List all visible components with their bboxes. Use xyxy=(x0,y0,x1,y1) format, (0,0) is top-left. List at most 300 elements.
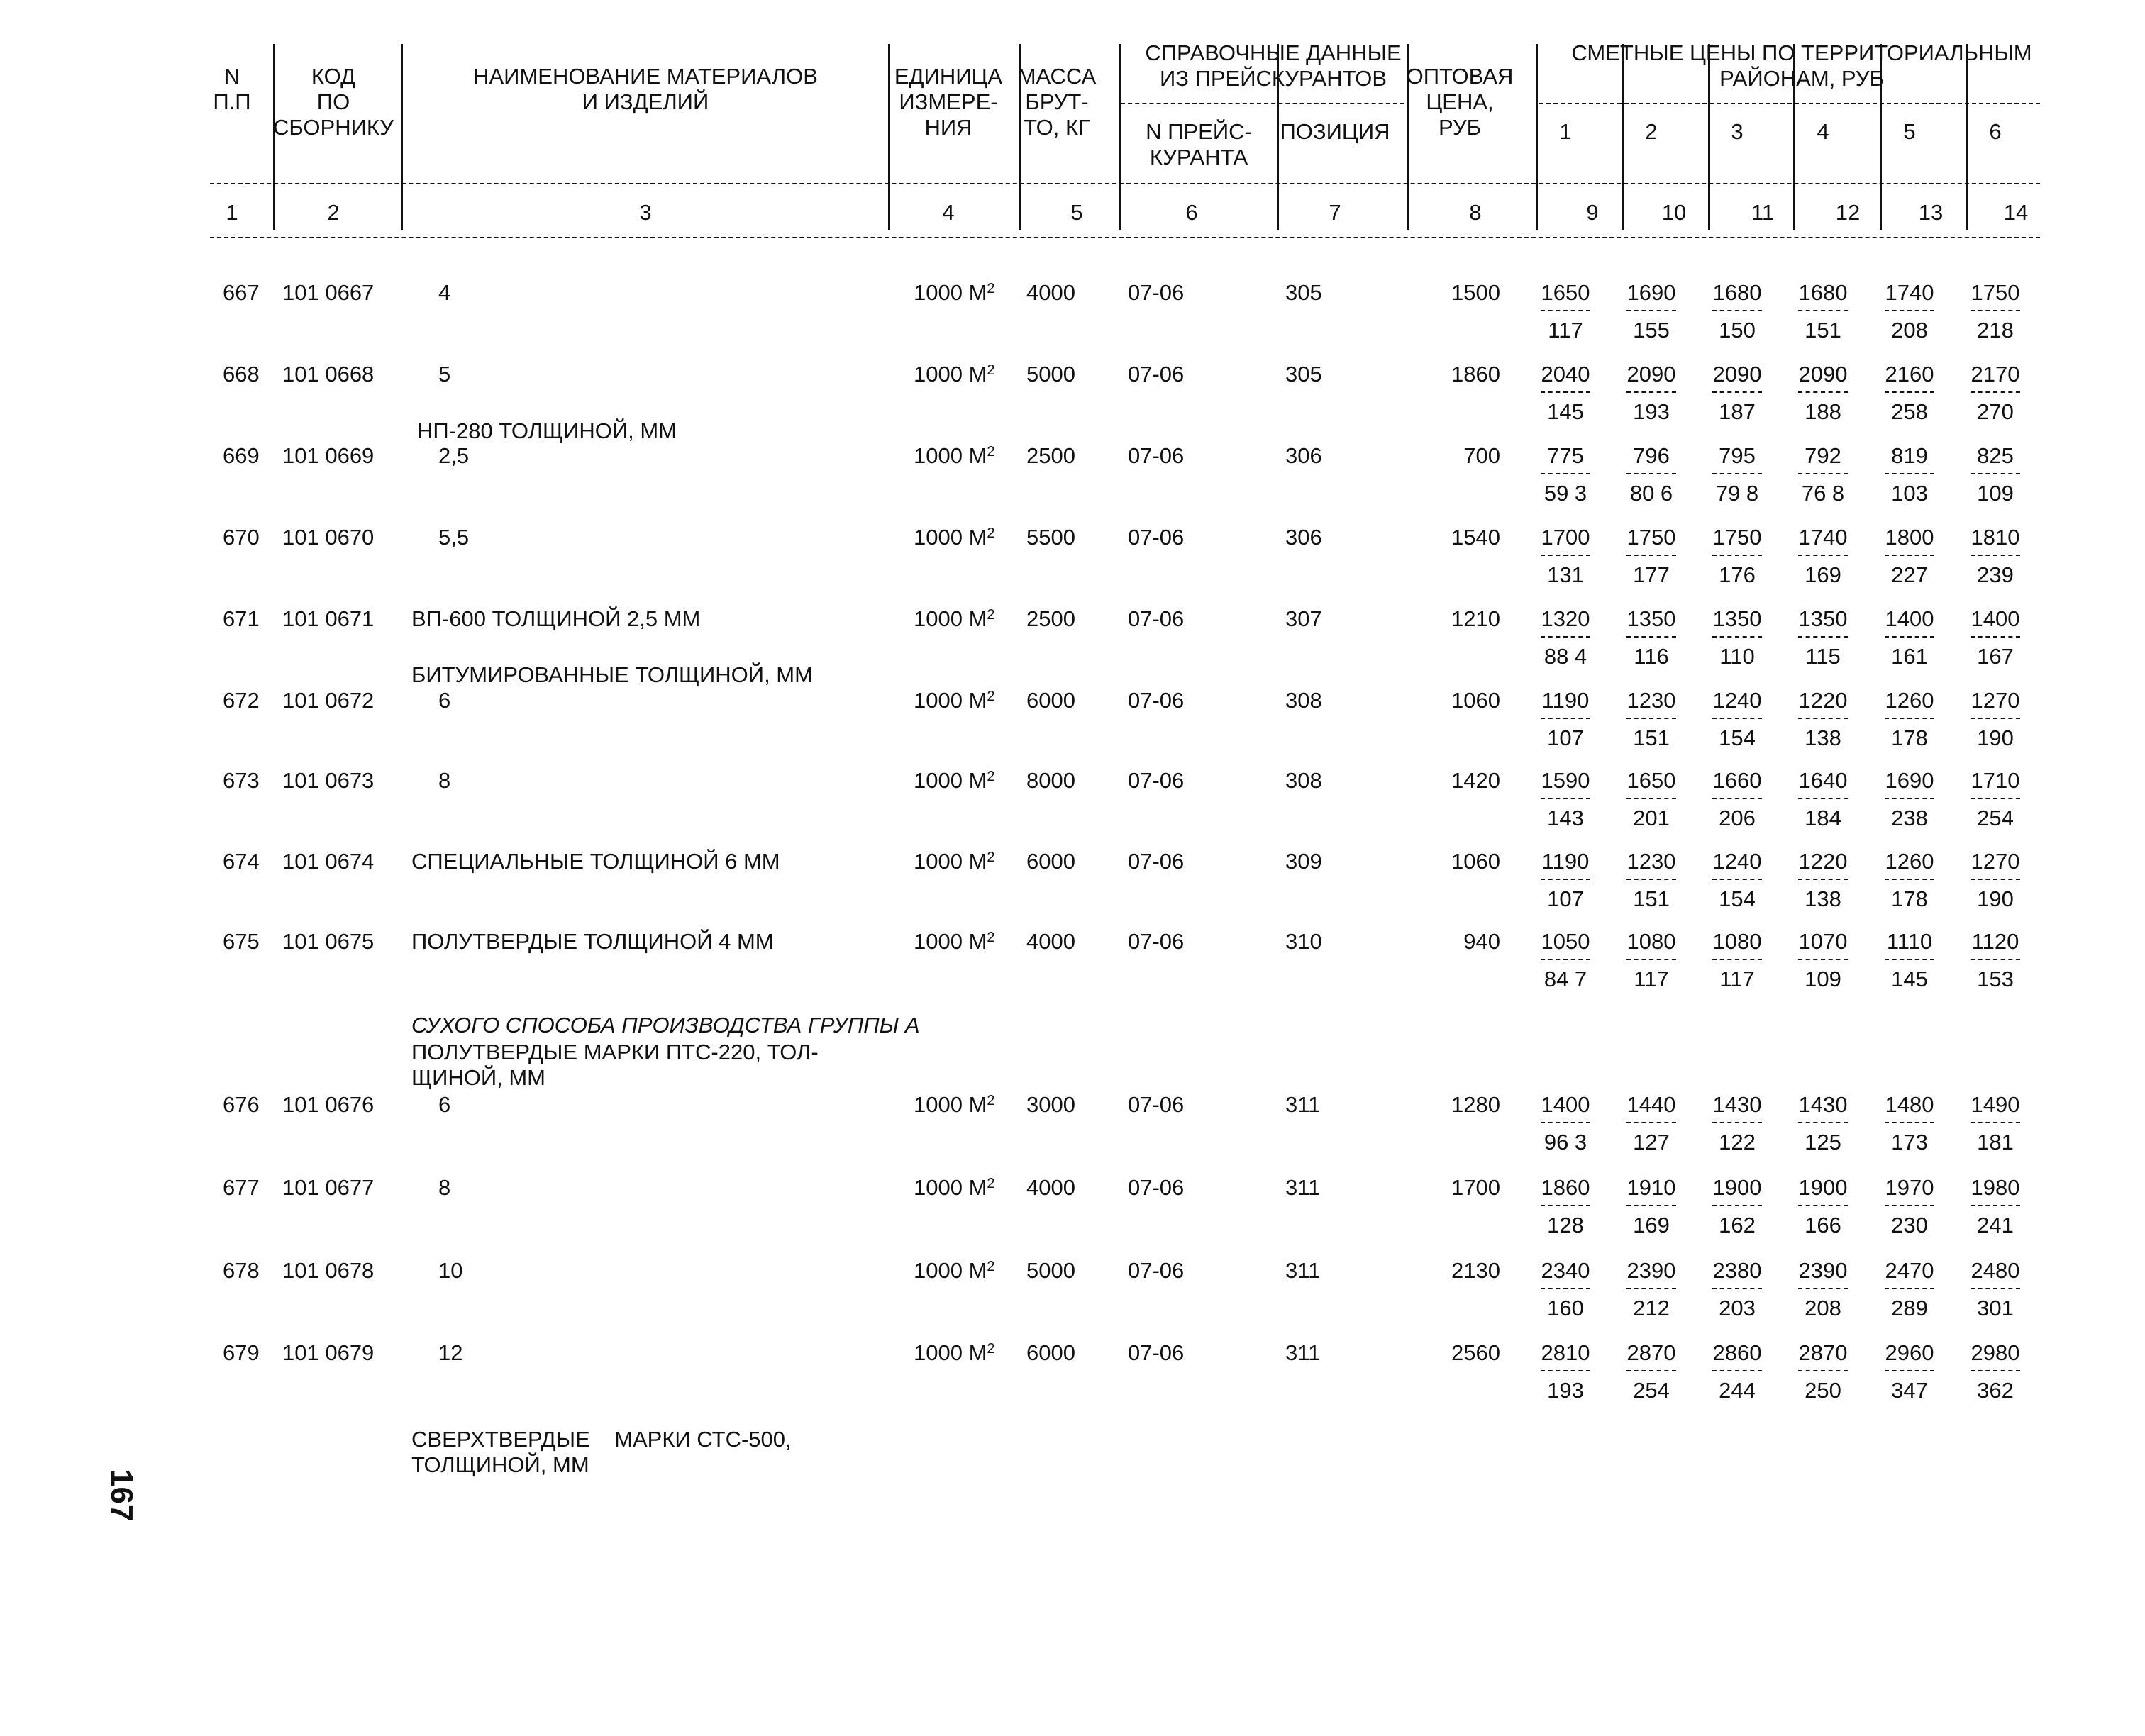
row-wholesale-price: 1210 xyxy=(1451,606,1500,631)
region-price-5 xyxy=(1879,1175,1940,1238)
header-rule-bottom xyxy=(210,237,2040,238)
region-price-value: 1910 xyxy=(1626,1175,1676,1200)
region-transport-value: 115 xyxy=(1805,644,1841,669)
region-price-value: 1660 xyxy=(1712,768,1762,793)
region-price-6 xyxy=(1965,849,2026,912)
region-price-2 xyxy=(1621,525,1682,588)
fraction-divider xyxy=(1712,1205,1762,1208)
row-unit-power: 2 xyxy=(987,444,995,460)
region-transport-value: 151 xyxy=(1805,318,1841,343)
subheading-dry-method: СУХОГО СПОСОБА ПРОИЗВОДСТВА ГРУППЫ А xyxy=(411,1013,920,1037)
header-col-wholesale: ОПТОВАЯ ЦЕНА, РУБ xyxy=(1406,64,1514,140)
fraction-divider xyxy=(1712,555,1762,558)
row-position: 310 xyxy=(1285,929,1322,954)
header-column-divider xyxy=(1880,44,1882,230)
row-wholesale-price: 1540 xyxy=(1451,525,1500,550)
header-region-4: 4 xyxy=(1817,119,1829,144)
region-transport-value: 128 xyxy=(1547,1213,1584,1237)
region-price-4 xyxy=(1792,362,1853,425)
region-price-value: 1240 xyxy=(1712,688,1762,713)
row-unit xyxy=(914,606,995,632)
region-price-value: 2340 xyxy=(1541,1258,1590,1283)
region-price-value: 1400 xyxy=(1971,606,2020,631)
fraction-divider xyxy=(1885,959,1934,962)
header-column-divider xyxy=(1708,44,1710,230)
row-unit xyxy=(914,1340,995,1366)
header-region-5: 5 xyxy=(1903,119,1916,144)
row-code: 101 0678 xyxy=(282,1258,375,1283)
region-transport-value: 188 xyxy=(1805,399,1841,424)
region-transport-value: 193 xyxy=(1633,399,1670,424)
column-number-11: 11 xyxy=(1751,200,1775,225)
fraction-divider xyxy=(1626,1122,1676,1125)
region-price-3 xyxy=(1707,1258,1768,1321)
row-unit-base: 1000 М xyxy=(914,1092,987,1117)
fraction-divider xyxy=(1626,1205,1676,1208)
region-price-5 xyxy=(1879,768,1940,831)
region-price-4 xyxy=(1792,1092,1853,1155)
region-transport-value: 145 xyxy=(1891,967,1928,991)
fraction-divider xyxy=(1971,636,2020,640)
row-unit xyxy=(914,443,995,469)
row-position: 311 xyxy=(1285,1340,1321,1365)
fraction-divider xyxy=(1541,555,1590,558)
region-transport-value: 96 3 xyxy=(1543,1130,1587,1154)
row-mass: 4000 xyxy=(1026,1175,1075,1200)
region-price-5 xyxy=(1879,443,1940,506)
row-pricelist: 07-06 xyxy=(1128,606,1185,631)
region-price-value: 2470 xyxy=(1885,1258,1934,1283)
region-transport-value: 212 xyxy=(1633,1296,1670,1320)
row-unit-power: 2 xyxy=(987,850,995,865)
region-price-4 xyxy=(1792,688,1853,751)
fraction-divider xyxy=(1626,1370,1676,1374)
region-price-6 xyxy=(1965,362,2026,425)
region-price-value: 2810 xyxy=(1541,1340,1590,1365)
fraction-divider xyxy=(1885,798,1934,801)
row-unit-power: 2 xyxy=(987,362,995,378)
fraction-divider xyxy=(1885,1288,1934,1291)
region-price-3 xyxy=(1707,443,1768,506)
region-price-value: 1270 xyxy=(1971,849,2020,874)
region-price-value: 1900 xyxy=(1798,1175,1848,1200)
row-unit-base: 1000 М xyxy=(914,606,987,631)
subheading-pts: ПОЛУТВЕРДЫЕ МАРКИ ПТС-220, ТОЛ- ЩИНОЙ, ММ xyxy=(411,1040,819,1090)
region-price-5 xyxy=(1879,606,1940,669)
row-number: 675 xyxy=(223,929,260,954)
region-price-4 xyxy=(1792,525,1853,588)
row-unit xyxy=(914,362,995,387)
region-transport-value: 125 xyxy=(1805,1130,1841,1154)
header-column-divider xyxy=(1536,44,1538,230)
header-column-divider xyxy=(1793,44,1795,230)
header-rule-top xyxy=(210,183,2040,184)
region-price-value: 1650 xyxy=(1541,280,1590,305)
fraction-divider xyxy=(1971,1205,2020,1208)
region-price-3 xyxy=(1707,929,1768,992)
region-price-value: 1650 xyxy=(1626,768,1676,793)
region-price-value: 1240 xyxy=(1712,849,1762,874)
region-price-value: 2090 xyxy=(1712,362,1762,386)
region-price-value: 1690 xyxy=(1885,768,1934,793)
region-transport-value: 254 xyxy=(1977,806,2014,830)
region-price-value: 1980 xyxy=(1971,1175,2020,1200)
region-price-value: 1110 xyxy=(1886,929,1933,954)
fraction-divider xyxy=(1885,391,1934,395)
region-price-4 xyxy=(1792,606,1853,669)
header-column-divider xyxy=(273,44,275,230)
region-price-value: 1810 xyxy=(1971,525,2020,550)
region-price-value: 1430 xyxy=(1798,1092,1848,1117)
region-price-5 xyxy=(1879,849,1940,912)
fraction-divider xyxy=(1885,1205,1934,1208)
row-mass: 6000 xyxy=(1026,849,1075,874)
region-price-value: 1260 xyxy=(1885,688,1934,713)
row-position: 306 xyxy=(1285,443,1322,468)
row-unit-base: 1000 М xyxy=(914,688,987,713)
region-transport-value: 153 xyxy=(1977,967,2014,991)
fraction-divider xyxy=(1626,310,1676,313)
row-number: 679 xyxy=(223,1340,260,1365)
region-price-value: 1900 xyxy=(1712,1175,1762,1200)
fraction-divider xyxy=(1971,718,2020,721)
row-unit-base: 1000 М xyxy=(914,1175,987,1200)
row-position: 308 xyxy=(1285,768,1322,793)
region-transport-value: 167 xyxy=(1977,644,2014,669)
region-price-value: 1740 xyxy=(1798,525,1848,550)
fraction-divider xyxy=(1541,310,1590,313)
row-unit-base: 1000 М xyxy=(914,525,987,550)
header-col-unit: ЕДИНИЦА ИЗМЕРЕ- НИЯ xyxy=(894,64,1003,140)
fraction-divider xyxy=(1626,473,1676,477)
fraction-divider xyxy=(1541,959,1590,962)
fraction-divider xyxy=(1626,879,1676,882)
region-price-4 xyxy=(1792,443,1853,506)
row-wholesale-price: 1500 xyxy=(1451,280,1500,305)
region-transport-value: 166 xyxy=(1805,1213,1841,1237)
row-unit-power: 2 xyxy=(987,1341,995,1357)
region-transport-value: 230 xyxy=(1891,1213,1928,1237)
row-name: 8 xyxy=(438,1175,451,1200)
region-transport-value: 117 xyxy=(1548,318,1583,343)
row-unit-power: 2 xyxy=(987,525,995,541)
region-price-6 xyxy=(1965,1340,2026,1403)
fraction-divider xyxy=(1798,1370,1848,1374)
fraction-divider xyxy=(1971,391,2020,395)
region-transport-value: 145 xyxy=(1547,399,1584,424)
fraction-divider xyxy=(1712,798,1762,801)
row-unit xyxy=(914,1092,995,1118)
region-transport-value: 80 6 xyxy=(1629,481,1673,506)
header-col-position: ПОЗИЦИЯ xyxy=(1280,119,1390,144)
region-price-value: 1590 xyxy=(1541,768,1590,793)
row-name: 10 xyxy=(438,1258,463,1283)
fraction-divider xyxy=(1541,473,1590,477)
region-price-value: 2390 xyxy=(1798,1258,1848,1283)
header-col-mass: МАССА БРУТ- ТО, КГ xyxy=(1017,64,1097,140)
fraction-divider xyxy=(1626,798,1676,801)
region-transport-value: 181 xyxy=(1977,1130,2014,1154)
row-unit-power: 2 xyxy=(987,1259,995,1274)
region-price-5 xyxy=(1879,1258,1940,1321)
row-name: ПОЛУТВЕРДЫЕ ТОЛЩИНОЙ 4 ММ xyxy=(411,929,774,954)
region-price-5 xyxy=(1879,1092,1940,1155)
fraction-divider xyxy=(1712,310,1762,313)
fraction-divider xyxy=(1712,959,1762,962)
region-transport-value: 59 3 xyxy=(1543,481,1587,506)
row-name: ВП-600 ТОЛЩИНОЙ 2,5 ММ xyxy=(411,606,701,631)
region-price-value: 1700 xyxy=(1541,525,1590,550)
region-price-value: 1260 xyxy=(1885,849,1934,874)
region-price-value: 792 xyxy=(1805,443,1841,468)
region-price-5 xyxy=(1879,280,1940,343)
row-pricelist: 07-06 xyxy=(1128,362,1185,386)
row-name: 4 xyxy=(438,280,451,305)
fraction-divider xyxy=(1971,798,2020,801)
row-wholesale-price: 1420 xyxy=(1451,768,1500,793)
fraction-divider xyxy=(1541,879,1590,882)
fraction-divider xyxy=(1798,1205,1848,1208)
row-wholesale-price: 1700 xyxy=(1451,1175,1500,1200)
fraction-divider xyxy=(1885,473,1934,477)
region-price-6 xyxy=(1965,1258,2026,1321)
row-code: 101 0677 xyxy=(282,1175,375,1200)
region-price-value: 1230 xyxy=(1626,849,1676,874)
row-mass: 4000 xyxy=(1026,929,1075,954)
fraction-divider xyxy=(1712,718,1762,721)
region-price-value: 2090 xyxy=(1798,362,1848,386)
region-price-value: 1430 xyxy=(1712,1092,1762,1117)
fraction-divider xyxy=(1541,718,1590,721)
region-price-value: 1800 xyxy=(1885,525,1934,550)
region-transport-value: 88 4 xyxy=(1543,644,1587,669)
region-price-2 xyxy=(1621,1175,1682,1238)
region-price-1 xyxy=(1535,688,1596,751)
region-price-1 xyxy=(1535,1092,1596,1155)
row-wholesale-price: 1060 xyxy=(1451,849,1500,874)
region-price-value: 1710 xyxy=(1971,768,2020,793)
region-transport-value: 187 xyxy=(1719,399,1756,424)
row-pricelist: 07-06 xyxy=(1128,525,1185,550)
fraction-divider xyxy=(1712,636,1762,640)
region-transport-value: 193 xyxy=(1547,1378,1584,1403)
row-unit xyxy=(914,929,995,955)
header-column-divider xyxy=(1277,44,1279,230)
column-number-12: 12 xyxy=(1835,200,1861,225)
region-price-value: 2870 xyxy=(1626,1340,1676,1365)
fraction-divider xyxy=(1971,310,2020,313)
fraction-divider xyxy=(1626,1288,1676,1291)
region-price-value: 1120 xyxy=(1971,929,2019,954)
row-name: 5 xyxy=(438,362,451,386)
row-mass: 5000 xyxy=(1026,362,1075,386)
region-price-3 xyxy=(1707,768,1768,831)
row-wholesale-price: 1060 xyxy=(1451,688,1500,713)
region-price-value: 2040 xyxy=(1541,362,1590,386)
fraction-divider xyxy=(1971,879,2020,882)
region-price-2 xyxy=(1621,280,1682,343)
region-price-value: 1640 xyxy=(1798,768,1848,793)
region-price-value: 1350 xyxy=(1798,606,1848,631)
region-transport-value: 347 xyxy=(1891,1378,1928,1403)
region-transport-value: 270 xyxy=(1977,399,2014,424)
row-position: 305 xyxy=(1285,362,1322,386)
row-wholesale-price: 700 xyxy=(1463,443,1500,468)
region-price-value: 1750 xyxy=(1971,280,2020,305)
header-price-group: СМЕТНЫЕ ЦЕНЫ ПО ТЕРРИТОРИАЛЬНЫМ РАЙОНАМ, РУБ xyxy=(1571,40,2032,91)
row-unit-base: 1000 М xyxy=(914,849,987,874)
region-transport-value: 116 xyxy=(1634,644,1669,669)
fraction-divider xyxy=(1885,879,1934,882)
header-col-number: N П.П xyxy=(213,64,251,114)
region-price-value: 1230 xyxy=(1626,688,1676,713)
row-unit-power: 2 xyxy=(987,769,995,784)
fraction-divider xyxy=(1798,959,1848,962)
fraction-divider xyxy=(1798,718,1848,721)
fraction-divider xyxy=(1798,636,1848,640)
region-transport-value: 162 xyxy=(1719,1213,1756,1237)
region-price-1 xyxy=(1535,606,1596,669)
region-price-value: 1680 xyxy=(1798,280,1848,305)
region-price-3 xyxy=(1707,688,1768,751)
column-number-10: 10 xyxy=(1661,200,1687,225)
fraction-divider xyxy=(1798,1288,1848,1291)
region-transport-value: 138 xyxy=(1805,725,1841,750)
fraction-divider xyxy=(1885,1370,1934,1374)
row-number: 673 xyxy=(223,768,260,793)
fraction-divider xyxy=(1885,310,1934,313)
region-transport-value: 151 xyxy=(1633,886,1670,911)
region-price-1 xyxy=(1535,362,1596,425)
row-mass: 3000 xyxy=(1026,1092,1075,1117)
fraction-divider xyxy=(1798,391,1848,395)
row-mass: 6000 xyxy=(1026,1340,1075,1365)
region-price-value: 1190 xyxy=(1541,688,1590,713)
region-price-5 xyxy=(1879,688,1940,751)
row-number: 667 xyxy=(223,280,260,305)
row-unit-base: 1000 М xyxy=(914,768,987,793)
fraction-divider xyxy=(1885,1122,1934,1125)
row-name: 6 xyxy=(438,688,451,713)
column-number-4: 4 xyxy=(942,200,955,225)
region-price-2 xyxy=(1621,606,1682,669)
header-rule-ref xyxy=(1121,103,1404,104)
header-column-divider xyxy=(888,44,890,230)
row-code: 101 0674 xyxy=(282,849,375,874)
region-price-4 xyxy=(1792,929,1853,992)
region-transport-value: 155 xyxy=(1633,318,1670,343)
region-transport-value: 176 xyxy=(1719,562,1756,587)
region-price-value: 2870 xyxy=(1798,1340,1848,1365)
header-column-divider xyxy=(1622,44,1624,230)
row-mass: 6000 xyxy=(1026,688,1075,713)
header-col-code: КОД ПО СБОРНИКУ xyxy=(273,64,394,140)
region-price-5 xyxy=(1879,525,1940,588)
region-price-1 xyxy=(1535,929,1596,992)
row-number: 670 xyxy=(223,525,260,550)
row-pricelist: 07-06 xyxy=(1128,443,1185,468)
row-name: СПЕЦИАЛЬНЫЕ ТОЛЩИНОЙ 6 ММ xyxy=(411,849,780,874)
header-column-divider xyxy=(1407,44,1409,230)
row-code: 101 0672 xyxy=(282,688,375,713)
region-transport-value: 258 xyxy=(1891,399,1928,424)
region-price-value: 1190 xyxy=(1541,849,1590,874)
region-transport-value: 109 xyxy=(1977,481,2014,506)
header-region-1: 1 xyxy=(1559,119,1572,144)
region-price-4 xyxy=(1792,849,1853,912)
region-transport-value: 178 xyxy=(1891,886,1928,911)
region-price-1 xyxy=(1535,849,1596,912)
row-position: 308 xyxy=(1285,688,1322,713)
region-price-1 xyxy=(1535,1258,1596,1321)
region-price-value: 795 xyxy=(1719,443,1756,468)
row-unit-base: 1000 М xyxy=(914,443,987,468)
header-region-6: 6 xyxy=(1989,119,2002,144)
region-price-3 xyxy=(1707,849,1768,912)
region-price-4 xyxy=(1792,280,1853,343)
fraction-divider xyxy=(1541,391,1590,395)
row-code: 101 0670 xyxy=(282,525,375,550)
region-transport-value: 301 xyxy=(1977,1296,2014,1320)
region-price-value: 2960 xyxy=(1885,1340,1934,1365)
region-transport-value: 107 xyxy=(1547,725,1584,750)
row-position: 311 xyxy=(1285,1258,1321,1283)
region-price-1 xyxy=(1535,443,1596,506)
row-position: 307 xyxy=(1285,606,1322,631)
row-number: 668 xyxy=(223,362,260,386)
fraction-divider xyxy=(1885,718,1934,721)
region-transport-value: 160 xyxy=(1547,1296,1584,1320)
row-mass: 2500 xyxy=(1026,443,1075,468)
region-transport-value: 169 xyxy=(1805,562,1841,587)
fraction-divider xyxy=(1626,959,1676,962)
region-price-3 xyxy=(1707,606,1768,669)
column-number-7: 7 xyxy=(1329,200,1341,225)
region-transport-value: 143 xyxy=(1547,806,1584,830)
region-price-3 xyxy=(1707,362,1768,425)
region-price-6 xyxy=(1965,443,2026,506)
row-pricelist: 07-06 xyxy=(1128,929,1185,954)
row-unit xyxy=(914,280,995,306)
row-unit xyxy=(914,525,995,550)
row-number: 672 xyxy=(223,688,260,713)
region-transport-value: 138 xyxy=(1805,886,1841,911)
region-transport-value: 127 xyxy=(1633,1130,1670,1154)
row-position: 305 xyxy=(1285,280,1322,305)
region-transport-value: 151 xyxy=(1633,725,1670,750)
row-pricelist: 07-06 xyxy=(1128,1092,1185,1117)
fraction-divider xyxy=(1798,798,1848,801)
region-transport-value: 103 xyxy=(1891,481,1928,506)
fraction-divider xyxy=(1712,473,1762,477)
fraction-divider xyxy=(1971,555,2020,558)
fraction-divider xyxy=(1971,473,2020,477)
page-number: 167 xyxy=(104,1469,139,1522)
fraction-divider xyxy=(1626,555,1676,558)
region-price-value: 1970 xyxy=(1885,1175,1934,1200)
row-unit-base: 1000 М xyxy=(914,1258,987,1283)
region-price-3 xyxy=(1707,525,1768,588)
region-transport-value: 117 xyxy=(1719,967,1755,991)
region-transport-value: 201 xyxy=(1633,806,1670,830)
header-col-pricelist: N ПРЕЙС- КУРАНТА xyxy=(1146,119,1252,169)
region-transport-value: 107 xyxy=(1547,886,1584,911)
header-col-name: НАИМЕНОВАНИЕ МАТЕРИАЛОВ И ИЗДЕЛИЙ xyxy=(473,64,818,114)
row-wholesale-price: 1280 xyxy=(1451,1092,1500,1117)
header-ref-group: СПРАВОЧНЫЕ ДАННЫЕ ИЗ ПРЕЙСКУРАНТОВ xyxy=(1145,40,1402,91)
fraction-divider xyxy=(1541,1205,1590,1208)
header-region-3: 3 xyxy=(1731,119,1744,144)
